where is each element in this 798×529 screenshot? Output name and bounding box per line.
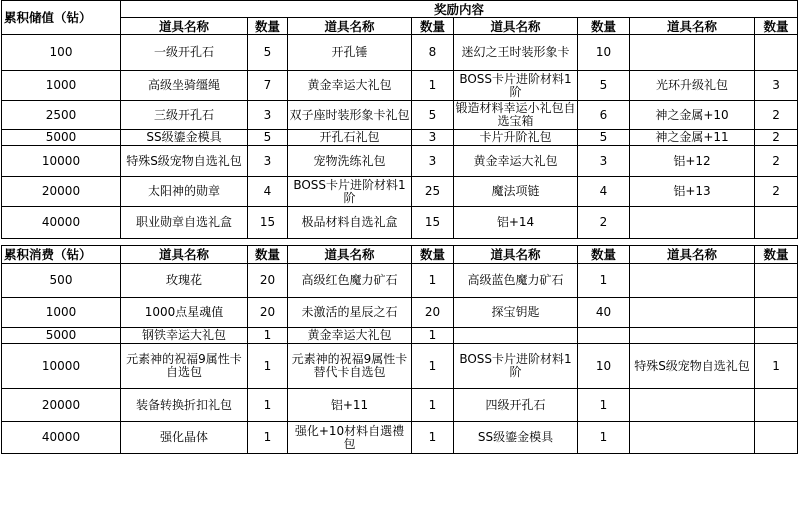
item-name: 四级开孔石 [454, 389, 578, 422]
tier-value: 40000 [2, 207, 121, 239]
item-quantity [578, 328, 630, 344]
quantity-header: 数量 [248, 246, 288, 264]
item-quantity: 2 [578, 207, 630, 239]
tier-value: 20000 [2, 389, 121, 422]
tier-value: 5000 [2, 130, 121, 146]
item-name: 钢铁幸运大礼包 [121, 328, 248, 344]
item-quantity: 1 [578, 389, 630, 422]
item-name: 黄金幸运大礼包 [454, 146, 578, 177]
item-quantity: 2 [755, 101, 798, 130]
item-name: 高级坐骑缰绳 [121, 71, 248, 101]
tier-value: 1000 [2, 71, 121, 101]
item-name: BOSS卡片进阶材料1阶 [454, 344, 578, 389]
section-gap [2, 239, 798, 246]
item-name: 元素神的祝福9属性卡自选包 [121, 344, 248, 389]
item-name: 黄金幸运大礼包 [288, 328, 412, 344]
tier-value: 2500 [2, 101, 121, 130]
item-quantity: 20 [412, 298, 454, 328]
item-name: 三级开孔石 [121, 101, 248, 130]
quantity-header: 数量 [412, 18, 454, 35]
item-quantity: 1 [755, 344, 798, 389]
item-name: 职业勋章自选礼盒 [121, 207, 248, 239]
item-quantity: 3 [248, 146, 288, 177]
table-row [2, 264, 798, 298]
section-header-row [2, 1, 798, 18]
item-quantity: 1 [412, 422, 454, 454]
item-name: 一级开孔石 [121, 35, 248, 71]
item-quantity [755, 389, 798, 422]
item-name: 强化晶体 [121, 422, 248, 454]
item-name: SS级鎏金模具 [121, 130, 248, 146]
item-name: 装备转换折扣礼包 [121, 389, 248, 422]
reward-content-header: 奖励内容 [121, 1, 798, 18]
table-row [2, 71, 798, 101]
table-row [2, 146, 798, 177]
table-row [2, 101, 798, 130]
item-name: 神之金属+11 [630, 130, 755, 146]
item-quantity: 1 [412, 71, 454, 101]
quantity-header: 数量 [578, 246, 630, 264]
item-name [630, 389, 755, 422]
item-quantity: 1 [412, 264, 454, 298]
item-name: 神之金属+10 [630, 101, 755, 130]
item-name [454, 328, 578, 344]
item-quantity: 2 [755, 177, 798, 207]
tier-value: 10000 [2, 146, 121, 177]
item-name-header: 道具名称 [454, 246, 578, 264]
item-name: 探宝钥匙 [454, 298, 578, 328]
item-name: 光环升级礼包 [630, 71, 755, 101]
item-quantity [755, 264, 798, 298]
item-name: SS级鎏金模具 [454, 422, 578, 454]
item-quantity: 6 [578, 101, 630, 130]
item-quantity: 15 [412, 207, 454, 239]
item-quantity: 25 [412, 177, 454, 207]
tier-value: 1000 [2, 298, 121, 328]
item-name [630, 328, 755, 344]
section-header-row [2, 246, 798, 264]
table-row [2, 328, 798, 344]
column-header-row [2, 18, 798, 35]
item-quantity: 1 [248, 422, 288, 454]
item-quantity: 3 [412, 146, 454, 177]
item-quantity: 1 [412, 344, 454, 389]
reward-table [1, 0, 798, 454]
item-name: 铝+11 [288, 389, 412, 422]
item-name: 特殊S级宠物自选礼包 [630, 344, 755, 389]
item-name [630, 298, 755, 328]
item-quantity: 3 [578, 146, 630, 177]
section-label: 累积消费（钻） [2, 246, 121, 264]
table-row [2, 35, 798, 71]
item-name: 开孔石礼包 [288, 130, 412, 146]
item-name: 开孔锤 [288, 35, 412, 71]
item-quantity: 1 [578, 264, 630, 298]
item-name: 玫瑰花 [121, 264, 248, 298]
item-quantity: 1 [248, 344, 288, 389]
quantity-header: 数量 [755, 18, 798, 35]
item-quantity: 5 [578, 130, 630, 146]
item-name [630, 207, 755, 239]
quantity-header: 数量 [578, 18, 630, 35]
item-quantity [755, 422, 798, 454]
item-name: 未激活的星辰之石 [288, 298, 412, 328]
item-quantity: 8 [412, 35, 454, 71]
section-gap-cell [2, 239, 798, 246]
item-name-header: 道具名称 [121, 246, 248, 264]
item-name: 1000点星魂值 [121, 298, 248, 328]
item-quantity: 40 [578, 298, 630, 328]
item-quantity: 3 [412, 130, 454, 146]
tier-value: 100 [2, 35, 121, 71]
item-name: BOSS卡片进阶材料1阶 [454, 71, 578, 101]
item-name: 黄金幸运大礼包 [288, 71, 412, 101]
item-quantity [755, 207, 798, 239]
table-row [2, 344, 798, 389]
item-quantity: 1 [412, 328, 454, 344]
item-quantity [755, 328, 798, 344]
item-name: BOSS卡片进阶材料1阶 [288, 177, 412, 207]
item-quantity: 10 [578, 344, 630, 389]
tier-value: 10000 [2, 344, 121, 389]
item-name: 魔法项链 [454, 177, 578, 207]
item-name-header: 道具名称 [454, 18, 578, 35]
table-row [2, 207, 798, 239]
item-name-header: 道具名称 [630, 18, 755, 35]
item-name: 特殊S级宠物自选礼包 [121, 146, 248, 177]
quantity-header: 数量 [248, 18, 288, 35]
tier-value: 40000 [2, 422, 121, 454]
item-quantity: 5 [248, 35, 288, 71]
item-quantity: 1 [412, 389, 454, 422]
item-name: 高级红色魔力矿石 [288, 264, 412, 298]
item-quantity [755, 298, 798, 328]
item-quantity: 3 [755, 71, 798, 101]
item-name-header: 道具名称 [288, 18, 412, 35]
item-name: 锻造材料幸运小礼包自选宝箱 [455, 101, 576, 128]
item-quantity: 20 [248, 298, 288, 328]
item-quantity [755, 35, 798, 71]
item-quantity: 1 [248, 328, 288, 344]
item-name-header: 道具名称 [288, 246, 412, 264]
item-name: 宠物洗练礼包 [288, 146, 412, 177]
table-row [2, 177, 798, 207]
item-quantity: 10 [578, 35, 630, 71]
item-quantity: 5 [578, 71, 630, 101]
item-name-header: 道具名称 [121, 18, 248, 35]
item-quantity: 2 [755, 146, 798, 177]
item-name-header: 道具名称 [630, 246, 755, 264]
item-quantity: 20 [248, 264, 288, 298]
item-quantity: 4 [578, 177, 630, 207]
item-name: 双子座时装形象卡礼包 [288, 101, 412, 130]
table-row [2, 422, 798, 454]
item-name: 迷幻之王时装形象卡 [454, 35, 578, 71]
item-name: 铝+12 [630, 146, 755, 177]
item-name: 铝+13 [630, 177, 755, 207]
item-name: 强化+10材料自選禮包 [288, 422, 412, 454]
tier-value: 5000 [2, 328, 121, 344]
item-quantity: 3 [248, 101, 288, 130]
item-quantity: 1 [248, 389, 288, 422]
section-label: 累积储值（钻） [2, 1, 121, 35]
item-quantity: 1 [578, 422, 630, 454]
item-name [630, 35, 755, 71]
item-name: 太阳神的勋章 [121, 177, 248, 207]
item-name: 极品材料自选礼盒 [288, 207, 412, 239]
item-name: 高级蓝色魔力矿石 [454, 264, 578, 298]
item-quantity: 5 [248, 130, 288, 146]
table-row [2, 298, 798, 328]
item-quantity: 15 [248, 207, 288, 239]
item-quantity: 7 [248, 71, 288, 101]
tier-value: 500 [2, 264, 121, 298]
item-quantity: 5 [412, 101, 454, 130]
item-name: 元素神的祝福9属性卡替代卡自选包 [288, 344, 412, 389]
item-name [630, 422, 755, 454]
tier-value: 20000 [2, 177, 121, 207]
item-name: 卡片升阶礼包 [454, 130, 578, 146]
item-name [630, 264, 755, 298]
item-quantity: 4 [248, 177, 288, 207]
quantity-header: 数量 [755, 246, 798, 264]
item-quantity: 2 [755, 130, 798, 146]
item-name: 铝+14 [454, 207, 578, 239]
quantity-header: 数量 [412, 246, 454, 264]
table-row [2, 389, 798, 422]
table-row [2, 130, 798, 146]
